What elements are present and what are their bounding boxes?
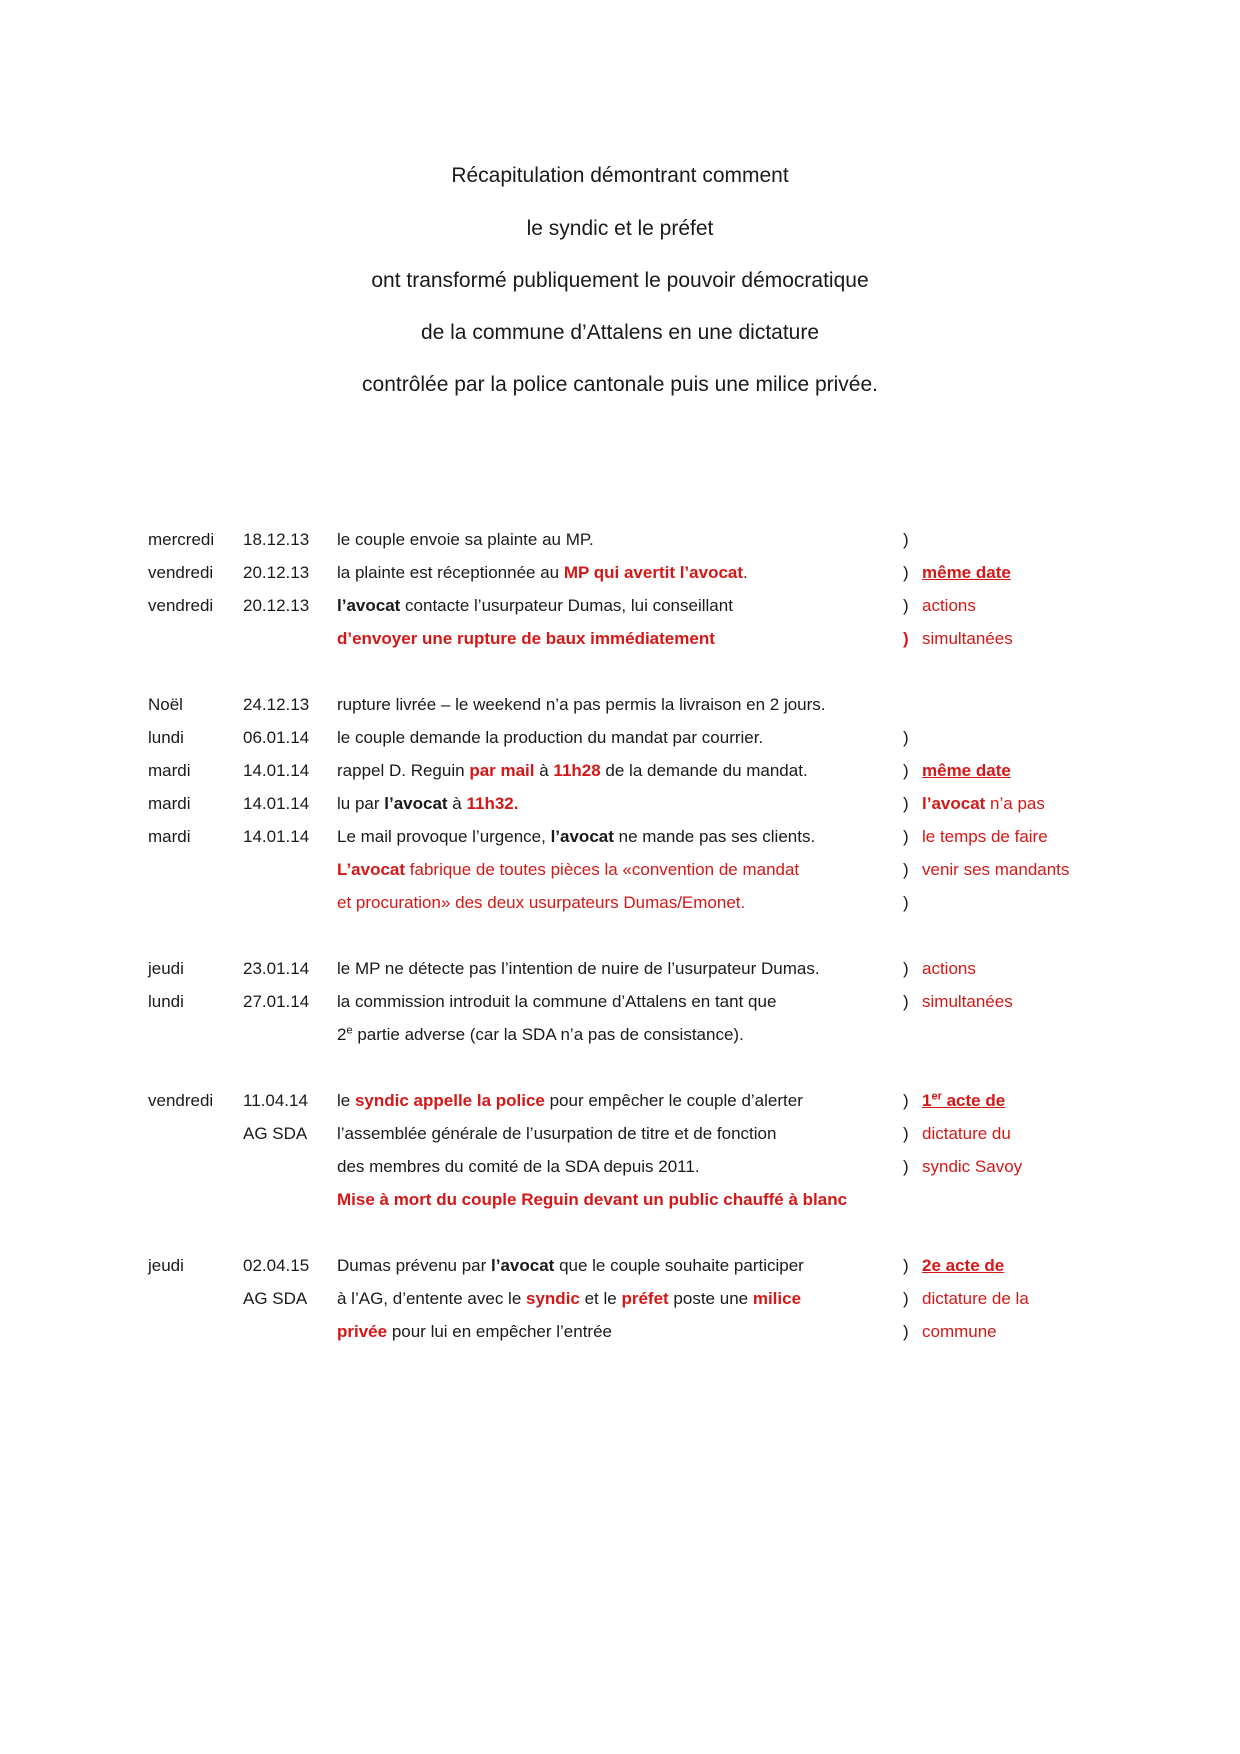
row-text: d’envoyer une rupture de baux immédiatement — [337, 629, 715, 648]
row-date: AG SDA — [243, 1124, 308, 1143]
row-bracket: ) — [903, 794, 909, 813]
row-date: AG SDA — [243, 1289, 308, 1308]
row-text: Le mail provoque l’urgence, l’avocat ne mande pas ses clients. — [337, 827, 816, 846]
table-row — [0, 723, 1240, 753]
row-note: 2e acte de — [922, 1256, 1005, 1275]
row-date: 20.12.13 — [243, 596, 310, 615]
row-bracket: ) — [903, 959, 909, 978]
row-day: jeudi — [148, 1256, 184, 1275]
row-day: mardi — [148, 761, 191, 780]
row-note: actions — [922, 959, 976, 978]
row-bracket: ) — [903, 563, 909, 582]
row-bracket: ) — [903, 1124, 909, 1143]
row-bracket: ) — [903, 761, 909, 780]
table-row — [0, 1251, 1240, 1281]
row-text: le couple demande la production du mandat par courrier. — [337, 728, 764, 747]
row-day: mardi — [148, 827, 191, 846]
row-date: 20.12.13 — [243, 563, 310, 582]
row-day: lundi — [148, 992, 184, 1011]
row-note: simultanées — [922, 992, 1013, 1011]
row-day: jeudi — [148, 959, 184, 978]
table-row — [0, 822, 1240, 852]
row-date: 06.01.14 — [243, 728, 310, 747]
row-text: l’avocat contacte l’usurpateur Dumas, lui conseillant — [337, 596, 733, 615]
row-date: 18.12.13 — [243, 530, 310, 549]
table-row — [0, 558, 1240, 588]
table-row — [0, 690, 1240, 720]
table-row — [0, 789, 1240, 819]
row-bracket: ) — [903, 860, 909, 879]
table-row — [0, 525, 1240, 555]
table-row — [0, 1284, 1240, 1314]
row-text: 2e partie adverse (car la SDA n’a pas de consistance). — [337, 1024, 744, 1044]
row-text: privée pour lui en empêcher l’entrée — [337, 1322, 613, 1341]
row-note: venir ses mandants — [922, 860, 1070, 879]
row-note: simultanées — [922, 629, 1013, 648]
table-row — [0, 987, 1240, 1017]
title-line-4: de la commune d’Attalens en une dictature — [420, 321, 820, 344]
table-row — [0, 1185, 1240, 1215]
row-note: même date — [922, 563, 1011, 582]
table-row — [0, 1317, 1240, 1347]
row-day: vendredi — [148, 1091, 214, 1110]
row-text: le MP ne détecte pas l’intention de nuire de l’usurpateur Dumas. — [337, 959, 820, 978]
row-text: rappel D. Reguin par mail à 11h28 de la demande du mandat. — [337, 761, 808, 780]
title-line-2: le syndic et le préfet — [526, 217, 714, 240]
row-note: le temps de faire — [922, 827, 1048, 846]
row-text: le couple envoie sa plainte au MP. — [337, 530, 594, 549]
row-text: lu par l’avocat à 11h32. — [337, 794, 519, 813]
row-text: et procuration» des deux usurpateurs Dumas/Emonet. — [337, 893, 746, 912]
table-row — [0, 855, 1240, 885]
row-bracket: ) — [903, 1157, 909, 1176]
row-bracket: ) — [903, 1091, 909, 1110]
row-note: l’avocat n’a pas — [922, 794, 1045, 813]
row-text: rupture livrée – le weekend n’a pas permis la livraison en 2 jours. — [337, 695, 826, 714]
row-text: des membres du comité de la SDA depuis 2011. — [337, 1157, 700, 1176]
row-bracket: ) — [903, 827, 909, 846]
row-bracket: ) — [903, 530, 909, 549]
row-text: L’avocat fabrique de toutes pièces la «convention de mandat — [337, 860, 800, 879]
row-text: à l’AG, d’entente avec le syndic et le préfet poste une milice — [337, 1289, 802, 1308]
table-row — [0, 624, 1240, 654]
row-date: 14.01.14 — [243, 794, 310, 813]
row-date: 27.01.14 — [243, 992, 310, 1011]
row-day: vendredi — [148, 563, 214, 582]
row-date: 14.01.14 — [243, 827, 310, 846]
row-day: vendredi — [148, 596, 214, 615]
row-day: mardi — [148, 794, 191, 813]
row-note: syndic Savoy — [922, 1157, 1023, 1176]
row-bracket: ) — [903, 1322, 909, 1341]
row-note: dictature de la — [922, 1289, 1029, 1308]
row-bracket: ) — [903, 992, 909, 1011]
table-row — [0, 756, 1240, 786]
table-row — [0, 1086, 1240, 1116]
row-note: 1er acte de — [922, 1090, 1006, 1110]
row-date: 14.01.14 — [243, 761, 310, 780]
title-line-5: contrôlée par la police cantonale puis une milice privée. — [362, 373, 878, 396]
row-note: même date — [922, 761, 1011, 780]
row-day: Noël — [148, 695, 183, 714]
row-date: 24.12.13 — [243, 695, 310, 714]
table-row — [0, 888, 1240, 918]
row-bracket: ) — [903, 893, 909, 912]
row-text: Dumas prévenu par l’avocat que le couple souhaite participer — [337, 1256, 804, 1275]
row-note: commune — [922, 1322, 997, 1341]
row-bracket: ) — [903, 1289, 909, 1308]
row-bracket: ) — [903, 596, 909, 615]
title-line-1: Récapitulation démontrant comment — [451, 164, 789, 187]
table-row — [0, 591, 1240, 621]
table-row — [0, 954, 1240, 984]
row-note: actions — [922, 596, 976, 615]
table-row — [0, 1119, 1240, 1149]
row-date: 23.01.14 — [243, 959, 310, 978]
table-row — [0, 1020, 1240, 1050]
table-row — [0, 1152, 1240, 1182]
row-bracket: ) — [903, 728, 909, 747]
row-text: la commission introduit la commune d’Attalens en tant que — [337, 992, 777, 1011]
row-text: la plainte est réceptionnée au MP qui avertit l’avocat. — [337, 563, 748, 582]
row-text: le syndic appelle la police pour empêcher le couple d’alerter — [337, 1091, 803, 1110]
row-date: 02.04.15 — [243, 1256, 310, 1275]
row-bracket: ) — [903, 629, 909, 648]
row-text: Mise à mort du couple Reguin devant un public chauffé à blanc — [337, 1190, 848, 1209]
title-line-3: ont transformé publiquement le pouvoir démocratique — [371, 269, 869, 292]
row-note: dictature du — [922, 1124, 1011, 1143]
row-day: lundi — [148, 728, 184, 747]
row-text: l’assemblée générale de l’usurpation de titre et de fonction — [337, 1124, 777, 1143]
row-date: 11.04.14 — [243, 1091, 308, 1110]
row-bracket: ) — [903, 1256, 909, 1275]
row-day: mercredi — [148, 530, 215, 549]
